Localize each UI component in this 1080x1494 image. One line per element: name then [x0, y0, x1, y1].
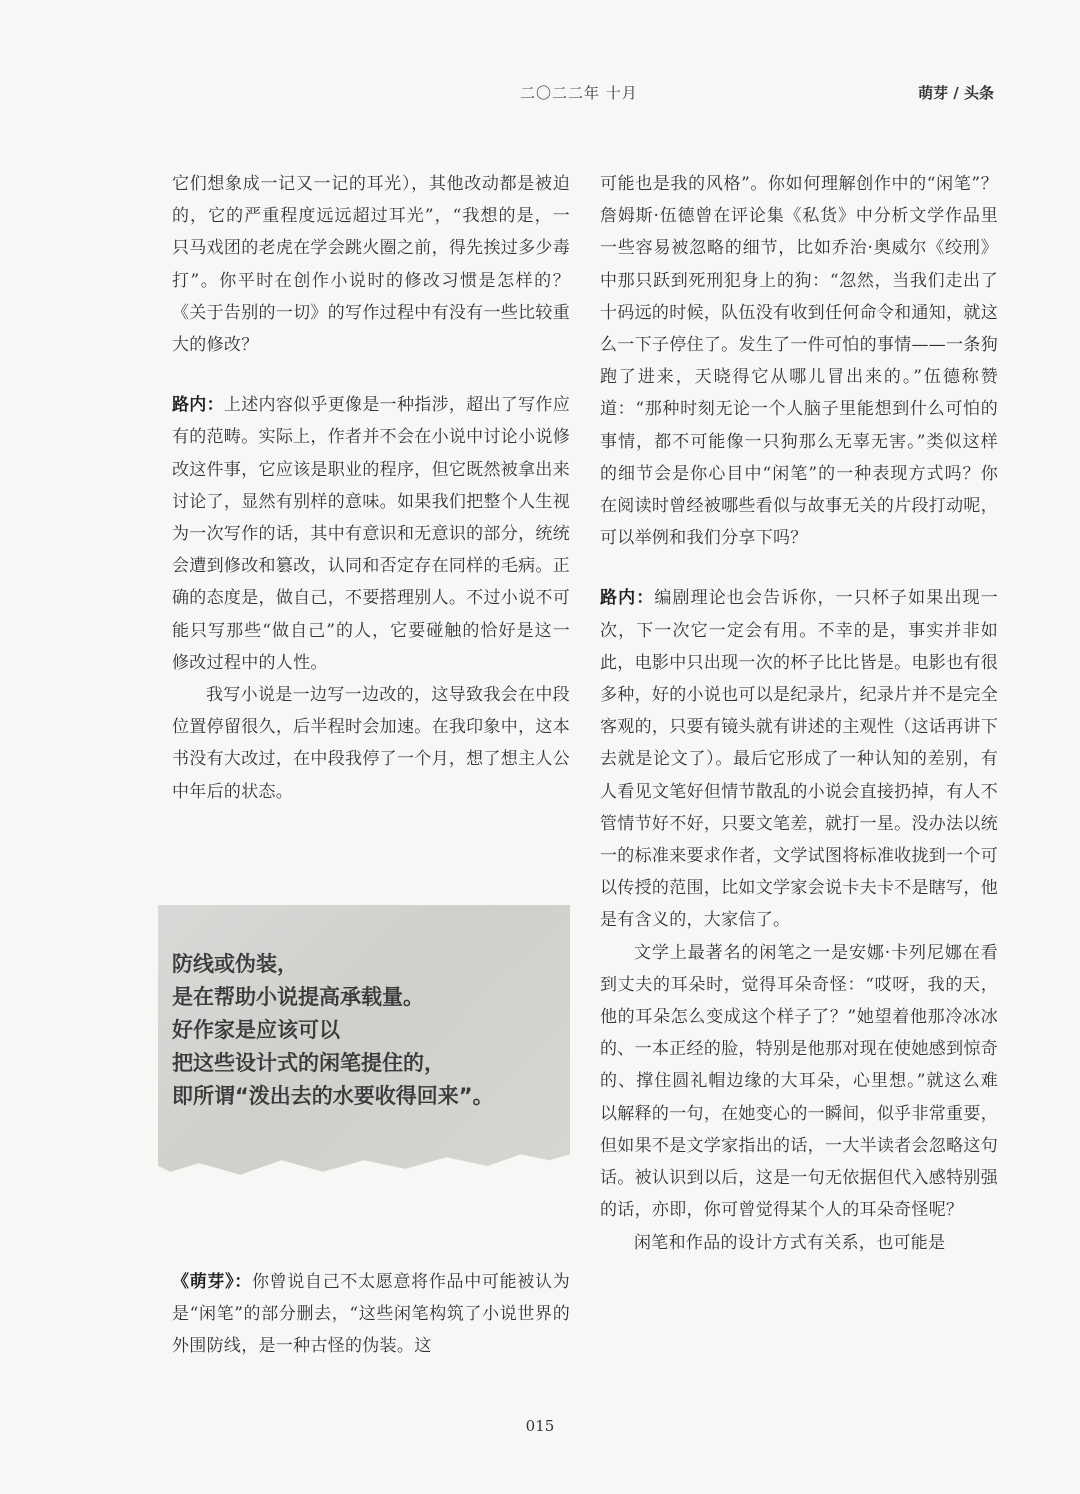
speaker-label: 《萌芽》： [172, 1272, 252, 1292]
left-paragraph-2 [172, 389, 570, 679]
right-paragraph-1: 可能也是我的风格”。你如何理解创作中的“闲笔”？詹姆斯·伍德曾在评论集《私货》中分析文学作品里一些容易被忽略的细节，比如乔治·奥威尔《绞刑》中那只跃到死刑犯身上的狗：“忽然，当我们走出了十码远的时候，队伍没有收到任何命令和通知，就这么一下子停住了。发生了一件可怕的事情——一条狗跑了进来，天晓得它从哪儿冒出来的。”伍德称赞道：“那种时刻无论一个人脑子里能想到什么可怕的事情，都不可能像一只狗那么无辜无害。”类似这样的细节会是你心目中“闲笔”的一种表现方式吗？你在阅读时曾经被哪些看似与故事无关的片段打动呢，可以举例和我们分享下吗？ [600, 174, 998, 549]
issue-date: 二〇二二年 十月 [520, 84, 638, 102]
answer-text: 上述内容似乎更像是一种指涉，超出了写作应有的范畴。实际上，作者并不会在小说中讨论小说修改这件事，它应该是职业的程序，但它既然被拿出来讨论了，显然有别样的意味。如果我们把整个人生视为一次写作的话，其中有意识和无意识的部分，统统会遭到修改和篡改，认同和否定存在同样的毛病。正确的态度是，做自己，不要搭理别人。不过小说不可能只写那些“做自己”的人，它要碰触的恰好是这一修改过程中的人性。 [172, 395, 571, 673]
question-text: 你曾说自己不太愿意将作品中可能被认为是“闲笔”的部分删去，“这些闲笔构筑了小说世界的外围防线，是一种古怪的伪装。这 [172, 1272, 570, 1357]
page-number: 015 [525, 1417, 555, 1435]
left-paragraph-4 [172, 1266, 570, 1363]
pull-quote-line: 防线或伪装， [172, 952, 298, 976]
pull-quote-line: 是在帮助小说提高承载量。 [172, 985, 424, 1009]
left-paragraph-1: 它们想象成一记又一记的耳光），其他改动都是被迫的，它的严重程度远远超过耳光”，“我想的是，一只马戏团的老虎在学会跳火圈之前，得先挨过多少毒打”。你平时在创作小说时的修改习惯是怎样的？《关于告别的一切》的写作过程中有没有一些比较重大的修改？ [172, 174, 570, 356]
pull-quote-line: 把这些设计式的闲笔提住的， [172, 1051, 445, 1075]
right-paragraph-4: 闲笔和作品的设计方式有关系，也可能是 [634, 1232, 946, 1253]
left-column [172, 168, 570, 808]
answer-text: 编剧理论也会告诉你，一只杯子如果出现一次，下一次它一定会有用。不幸的是，事实并非如此，电影中只出现一次的杯子比比皆是。电影也有很多种，好的小说也可以是纪录片，纪录片并不是完全客观的，只要有镜头就有讲述的主观性（这话再讲下去就是论文了）。最后它形成了一种认知的差别，有人看见文笔好但情节散乱的小说会直接扔掉，有人不管情节好不好，只要文笔差，就打一星。没办法以统一的标准来要求作者，文学试图将标准收拢到一个可以传授的范围，比如文学家会说卡夫卡不是瞎写，他是有含义的，大家信了。 [600, 588, 998, 931]
right-paragraph-3: 文学上最著名的闲笔之一是安娜·卡列尼娜在看到丈夫的耳朵时，觉得耳朵奇怪：“哎呀，我的天，他的耳朵怎么变成这个样子了？”她望着他那冷冰冰的、一本正经的脸，特别是他那对现在使她感到惊奇的、撑住圆礼帽边缘的大耳朵，心里想。”就这么难以解释的一句，在她变心的一瞬间，似乎非常重要，但如果不是文学家指出的话，一大半读者会忽略这句话。被认识到以后，这是一句无依据但代入感特别强的话，亦即，你可曾觉得某个人的耳朵奇怪呢？ [600, 942, 998, 1221]
speaker-label: 路内： [172, 395, 224, 416]
right-paragraph-2 [600, 582, 998, 936]
pull-quote-line: 即所谓“泼出去的水要收得回来”。 [172, 1084, 494, 1108]
speaker-label: 路内： [600, 588, 655, 609]
section-label: 萌芽 / 头条 [918, 84, 994, 102]
pull-quote-line: 好作家是应该可以 [172, 1018, 340, 1042]
right-column [600, 168, 998, 1259]
left-column-bottom [172, 1266, 570, 1363]
left-paragraph-3: 我写小说是一边写一边改的，这导致我会在中段位置停留很久，后半程时会加速。在我印象中，这本书没有大改过，在中段我停了一个月，想了想主人公中年后的状态。 [172, 685, 570, 802]
pull-quote [172, 948, 562, 1113]
